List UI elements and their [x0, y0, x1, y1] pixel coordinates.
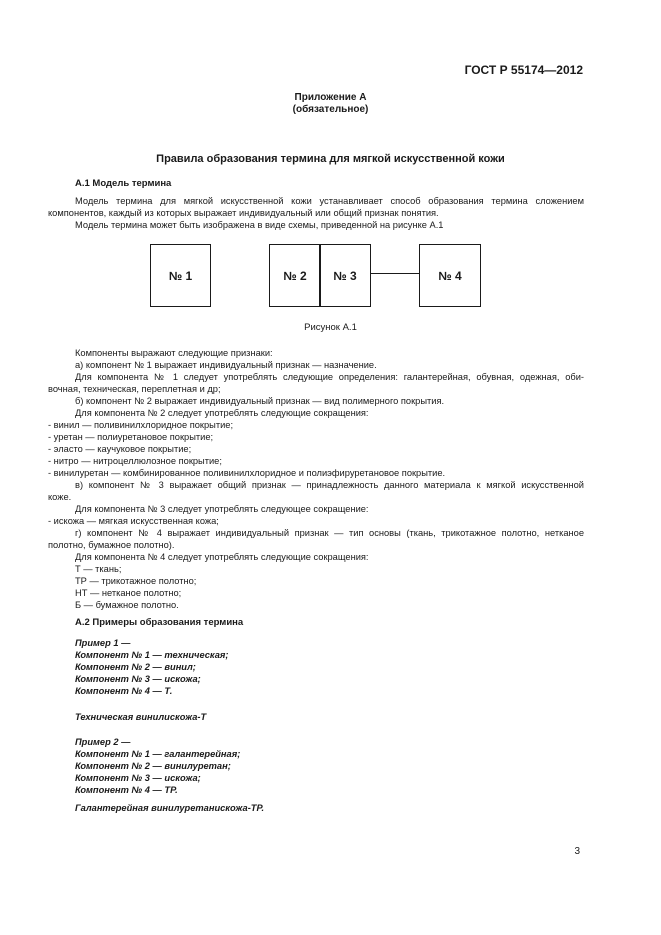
- example2-result: Галантерейная винилуретанискожа-ТР.: [75, 803, 265, 813]
- comp-line-4: вочная, техническая, переплетная и др;: [48, 384, 221, 394]
- intro-line-1: Модель термина для мягкой искусственной кожи устанавливает способ образования термина сложением: [75, 196, 584, 206]
- example1-result: Техническая винилискожа-Т: [75, 712, 207, 722]
- example2-line-5: Компонент № 4 — ТР.: [75, 785, 178, 795]
- section-a1-heading: А.1 Модель термина: [75, 178, 172, 189]
- appendix-title: Приложение А: [294, 92, 367, 103]
- comp-line-18: Для компонента № 4 следует употреблять следующие сокращения:: [75, 552, 369, 562]
- comp-line-9: - эласто — каучуковое покрытие;: [48, 444, 192, 454]
- example2-line-2: Компонент № 1 — галантерейная;: [75, 749, 241, 759]
- example2-line-1: Пример 2 —: [75, 737, 131, 747]
- example1-line-2: Компонент № 1 — техническая;: [75, 650, 229, 660]
- comp-line-22: Б — бумажное полотно.: [75, 600, 179, 610]
- standard-number: ГОСТ Р 55174—2012: [464, 63, 583, 77]
- example1-line-3: Компонент № 2 — винил;: [75, 662, 196, 672]
- comp-line-8: - уретан — полиуретановое покрытие;: [48, 432, 214, 442]
- example1-line-4: Компонент № 3 — искожа;: [75, 674, 201, 684]
- comp-line-21: НТ — нетканое полотно;: [75, 588, 182, 598]
- section-a2-heading: А.2 Примеры образования термина: [75, 617, 244, 628]
- comp-line-5: б) компонент № 2 выражает индивидуальный признак — вид полимерного покрытия.: [75, 396, 445, 406]
- component-box-2: № 2: [269, 244, 321, 307]
- example1-line-1: Пример 1 —: [75, 638, 131, 648]
- intro-line-2: компонентов, каждый из которых выражает индивидуальный или общий признак понятия.: [48, 208, 439, 218]
- figure-caption: Рисунок А.1: [304, 322, 357, 333]
- example2-line-4: Компонент № 3 — искожа;: [75, 773, 201, 783]
- comp-line-10: - нитро — нитроцеллюлозное покрытие;: [48, 456, 222, 466]
- component-box-1: № 1: [150, 244, 211, 307]
- comp-line-2: а) компонент № 1 выражает индивидуальный признак — назначение.: [75, 360, 377, 370]
- comp-line-3: Для компонента № 1 следует употреблять следующие определения: галантерейная, обувная, одежная, оби-: [75, 372, 584, 382]
- comp-line-13: коже.: [48, 492, 72, 502]
- appendix-heading: [0, 92, 661, 116]
- comp-line-14: Для компонента № 3 следует употреблять следующее сокращение:: [75, 504, 369, 514]
- intro-line-3: Модель термина может быть изображена в виде схемы, приведенной на рисунке А.1: [75, 220, 444, 230]
- component-box-3: № 3: [319, 244, 371, 307]
- comp-line-6: Для компонента № 2 следует употреблять следующие сокращения:: [75, 408, 369, 418]
- comp-line-20: ТР — трикотажное полотно;: [75, 576, 197, 586]
- comp-line-1: Компоненты выражают следующие признаки:: [75, 348, 273, 358]
- comp-line-15: - искожа — мягкая искусственная кожа;: [48, 516, 219, 526]
- example2-line-3: Компонент № 2 — винилуретан;: [75, 761, 231, 771]
- appendix-note: (обязательное): [292, 104, 369, 115]
- connector-line: [371, 273, 419, 274]
- comp-line-12: в) компонент № 3 выражает общий признак — принадлежность данного материала к мягкой искусственной: [75, 480, 584, 490]
- comp-line-19: Т — ткань;: [75, 564, 122, 574]
- document-title: Правила образования термина для мягкой искусственной кожи: [156, 153, 505, 165]
- component-box-4: № 4: [419, 244, 481, 307]
- example1-line-5: Компонент № 4 — Т.: [75, 686, 173, 696]
- comp-line-7: - винил — поливинилхлоридное покрытие;: [48, 420, 234, 430]
- page-number: 3: [574, 846, 580, 857]
- comp-line-16: г) компонент № 4 выражает индивидуальный признак — тип основы (ткань, трикотажное полотно, нетканое: [75, 528, 584, 538]
- comp-line-17: полотно, бумажное полотно).: [48, 540, 175, 550]
- comp-line-11: - винилуретан — комбинированное поливинилхлоридное и полиэфируретановое покрытие.: [48, 468, 446, 478]
